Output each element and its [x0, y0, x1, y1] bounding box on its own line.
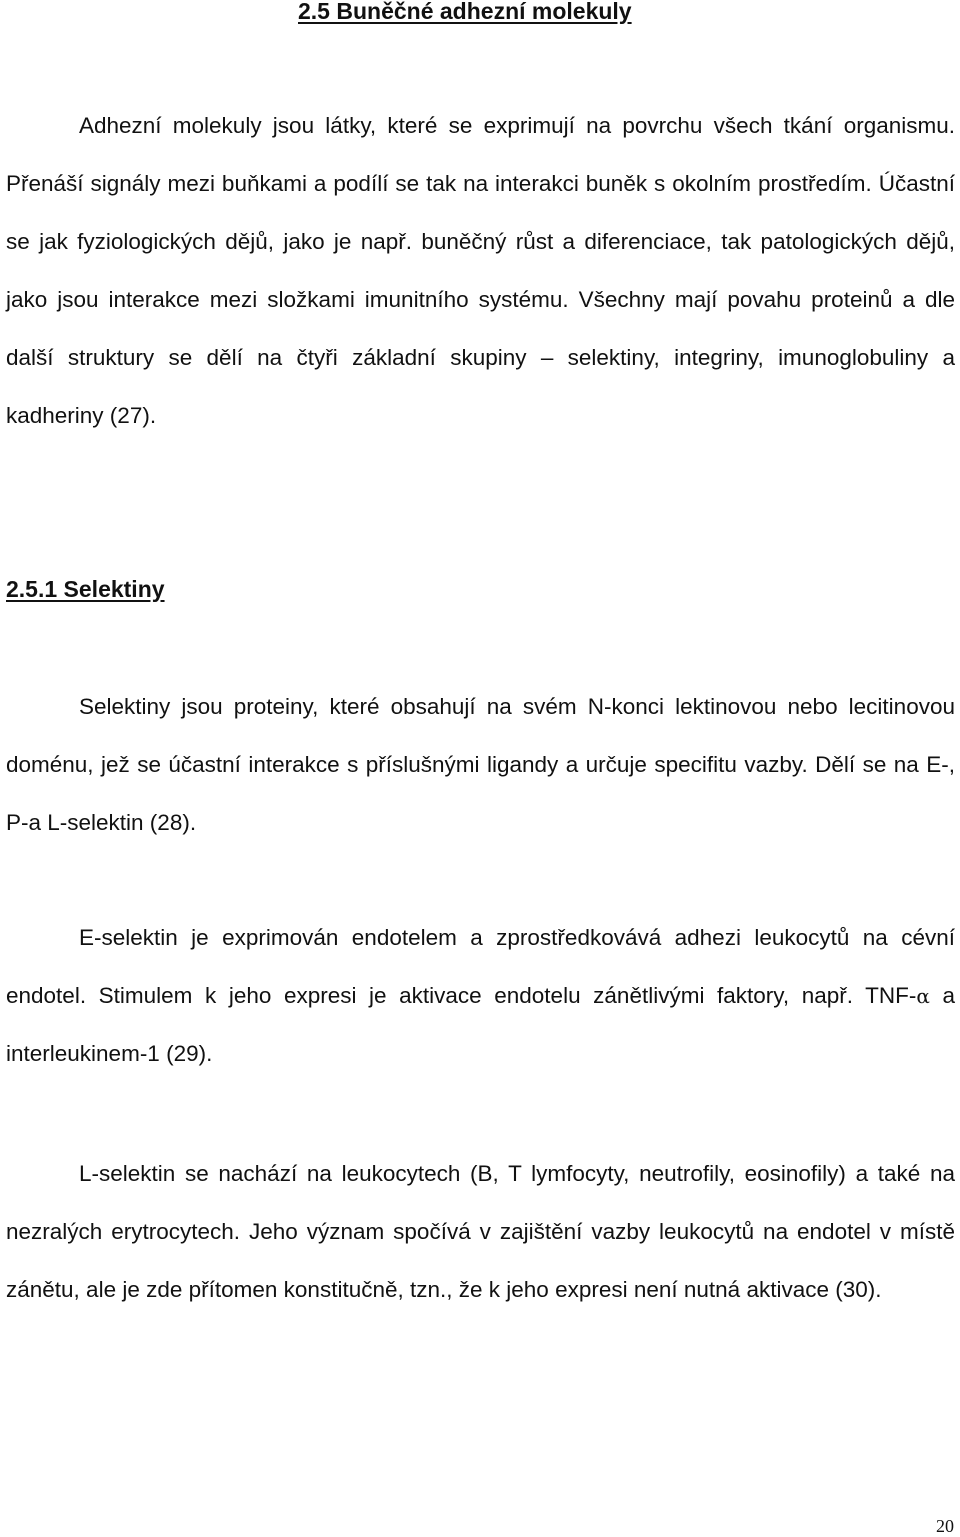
paragraph-e-selektin: [6, 909, 955, 1083]
alpha-symbol: α: [916, 984, 930, 1008]
paragraph-intro-text: Adhezní molekuly jsou látky, které se exprimují na povrchu všech tkání organismu. Přenáší signály mezi buňkami a podílí se tak na interakci buněk s okolním prostředím. Účastní se jak fyziologických dějů, jako je např. buněčný růst a diferenciace, tak patologických dějů, jako jsou interakce mezi složkami imunitního systému. Všechny mají povahu proteinů a dle další struktury se dělí na čtyři základní skupiny – selektiny, integriny, imunoglobuliny a kadheriny (27).: [6, 113, 955, 428]
paragraph-l-selektin: [6, 1145, 955, 1319]
page-number: 20: [936, 1516, 954, 1536]
paragraph-selektiny: [6, 678, 955, 852]
paragraph-e-selektin-text-end: a interleukinem-1 (29).: [6, 983, 955, 1066]
paragraph-selektiny-text: Selektiny jsou proteiny, které obsahují na svém N-konci lektinovou nebo lecitinovou doménu, jež se účastní interakce s příslušnými ligandy a určuje specifitu vazby. Dělí se na E-, P-a L-selektin (28).: [6, 694, 955, 835]
paragraph-intro: [6, 97, 955, 445]
section-heading: 2.5 Buněčné adhezní molekuly: [298, 0, 632, 24]
paragraph-e-selektin-text: E-selektin je exprimován endotelem a zprostředkovává adhezi leukocytů na cévní endotel. Stimulem k jeho expresi je aktivace endotelu zánětlivými faktory, např. TNF-: [6, 925, 955, 1008]
paragraph-l-selektin-text: L-selektin se nachází na leukocytech (B, T lymfocyty, neutrofily, eosinofily) a také na nezralých erytrocytech. Jeho význam spočívá v zajištění vazby leukocytů na endotel v místě zánětu, ale je zde přítomen konstitučně, tzn., že k jeho expresi není nutná aktivace (30).: [6, 1161, 955, 1302]
subsection-heading: 2.5.1 Selektiny: [6, 576, 165, 602]
